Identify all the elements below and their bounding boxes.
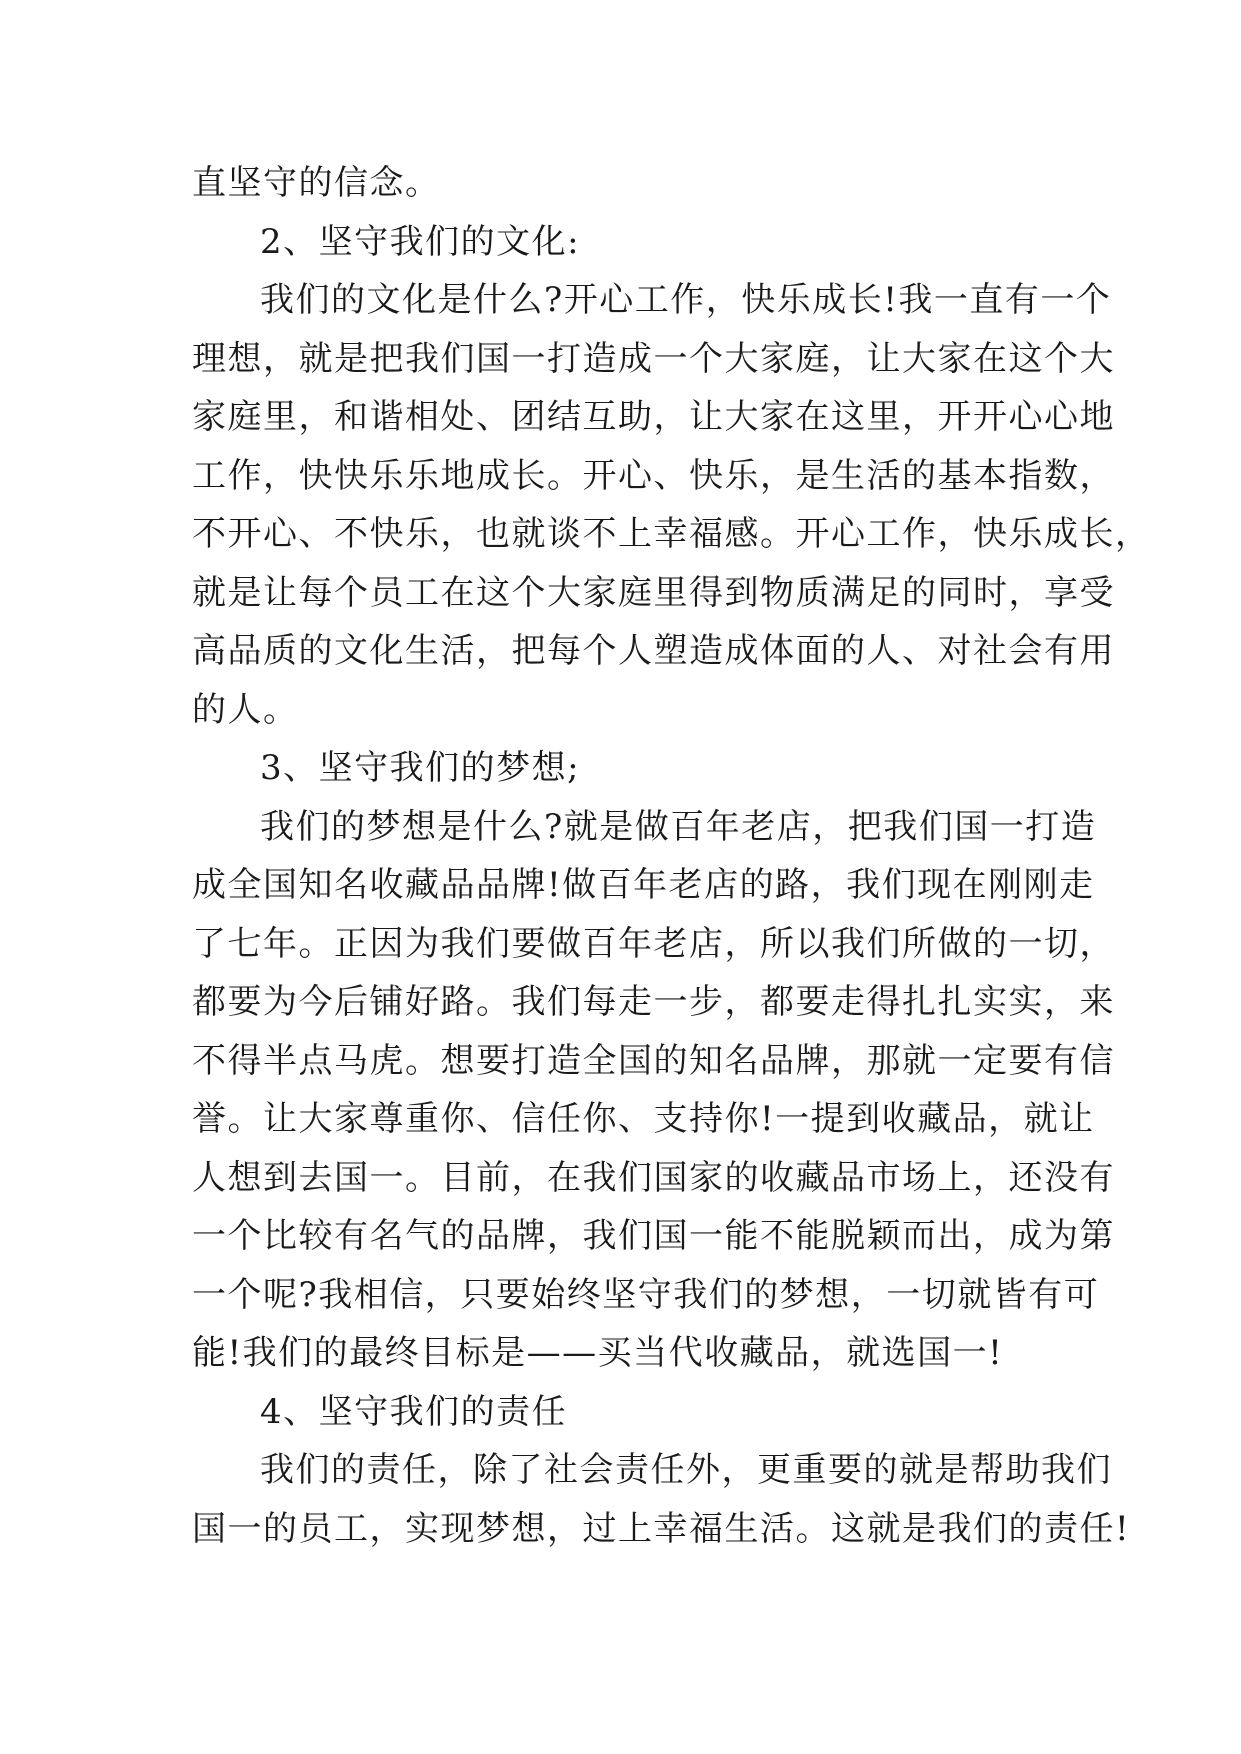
section-heading-culture: 2、坚守我们的文化: xyxy=(260,221,581,262)
paragraph-start: 我们的梦想是什么?就是做百年老店，把我们国一打造 xyxy=(260,806,1097,847)
text-line: 能!我们的最终目标是——买当代收藏品，就选国一! xyxy=(192,1333,1004,1373)
text-line: 人想到去国一。目前，在我们国家的收藏品市场上，还没有 xyxy=(192,1157,1115,1198)
section-heading-dream: 3、坚守我们的梦想; xyxy=(260,748,581,788)
section-heading-responsibility: 4、坚守我们的责任 xyxy=(260,1391,568,1432)
text-line: 的人。 xyxy=(192,689,299,730)
text-line: 高品质的文化生活，把每个人塑造成体面的人、对社会有用 xyxy=(192,631,1115,671)
text-line: 国一的员工，实现梦想，过上幸福生活。这就是我们的责任! xyxy=(192,1508,1131,1549)
paragraph-start: 我们的责任，除了社会责任外，更重要的就是帮助我们 xyxy=(260,1450,1112,1490)
text-line: 理想，就是把我们国一打造成一个大家庭，让大家在这个大 xyxy=(192,338,1115,379)
text-line: 家庭里，和谐相处、团结互助，让大家在这里，开开心心地 xyxy=(192,397,1115,437)
document-body xyxy=(192,154,1151,1558)
text-line: 直坚守的信念。 xyxy=(192,163,441,203)
text-line: 一个呢?我相信，只要始终坚守我们的梦想，一切就皆有可 xyxy=(192,1274,1100,1315)
text-line: 了七年。正因为我们要做百年老店，所以我们所做的一切， xyxy=(192,923,1115,964)
text-line: 成全国知名收藏品品牌!做百年老店的路，我们现在刚刚走 xyxy=(192,865,1095,905)
paragraph-start: 我们的文化是什么?开心工作，快乐成长!我一直有一个 xyxy=(260,280,1112,320)
text-line: 不得半点马虎。想要打造全国的知名品牌，那就一定要有信 xyxy=(192,1040,1115,1081)
text-line: 一个比较有名气的品牌，我们国一能不能脱颖而出，成为第 xyxy=(192,1216,1115,1256)
text-line: 都要为今后铺好路。我们每走一步，都要走得扎扎实实，来 xyxy=(192,982,1115,1022)
text-line: 誉。让大家尊重你、信任你、支持你!一提到收藏品，就让 xyxy=(192,1099,1095,1139)
text-line: 就是让每个员工在这个大家庭里得到物质满足的同时，享受 xyxy=(192,572,1115,613)
text-line: 不开心、不快乐，也就谈不上幸福感。开心工作，快乐成长， xyxy=(192,514,1151,554)
text-line: 工作，快快乐乐地成长。开心、快乐，是生活的基本指数， xyxy=(192,455,1115,496)
